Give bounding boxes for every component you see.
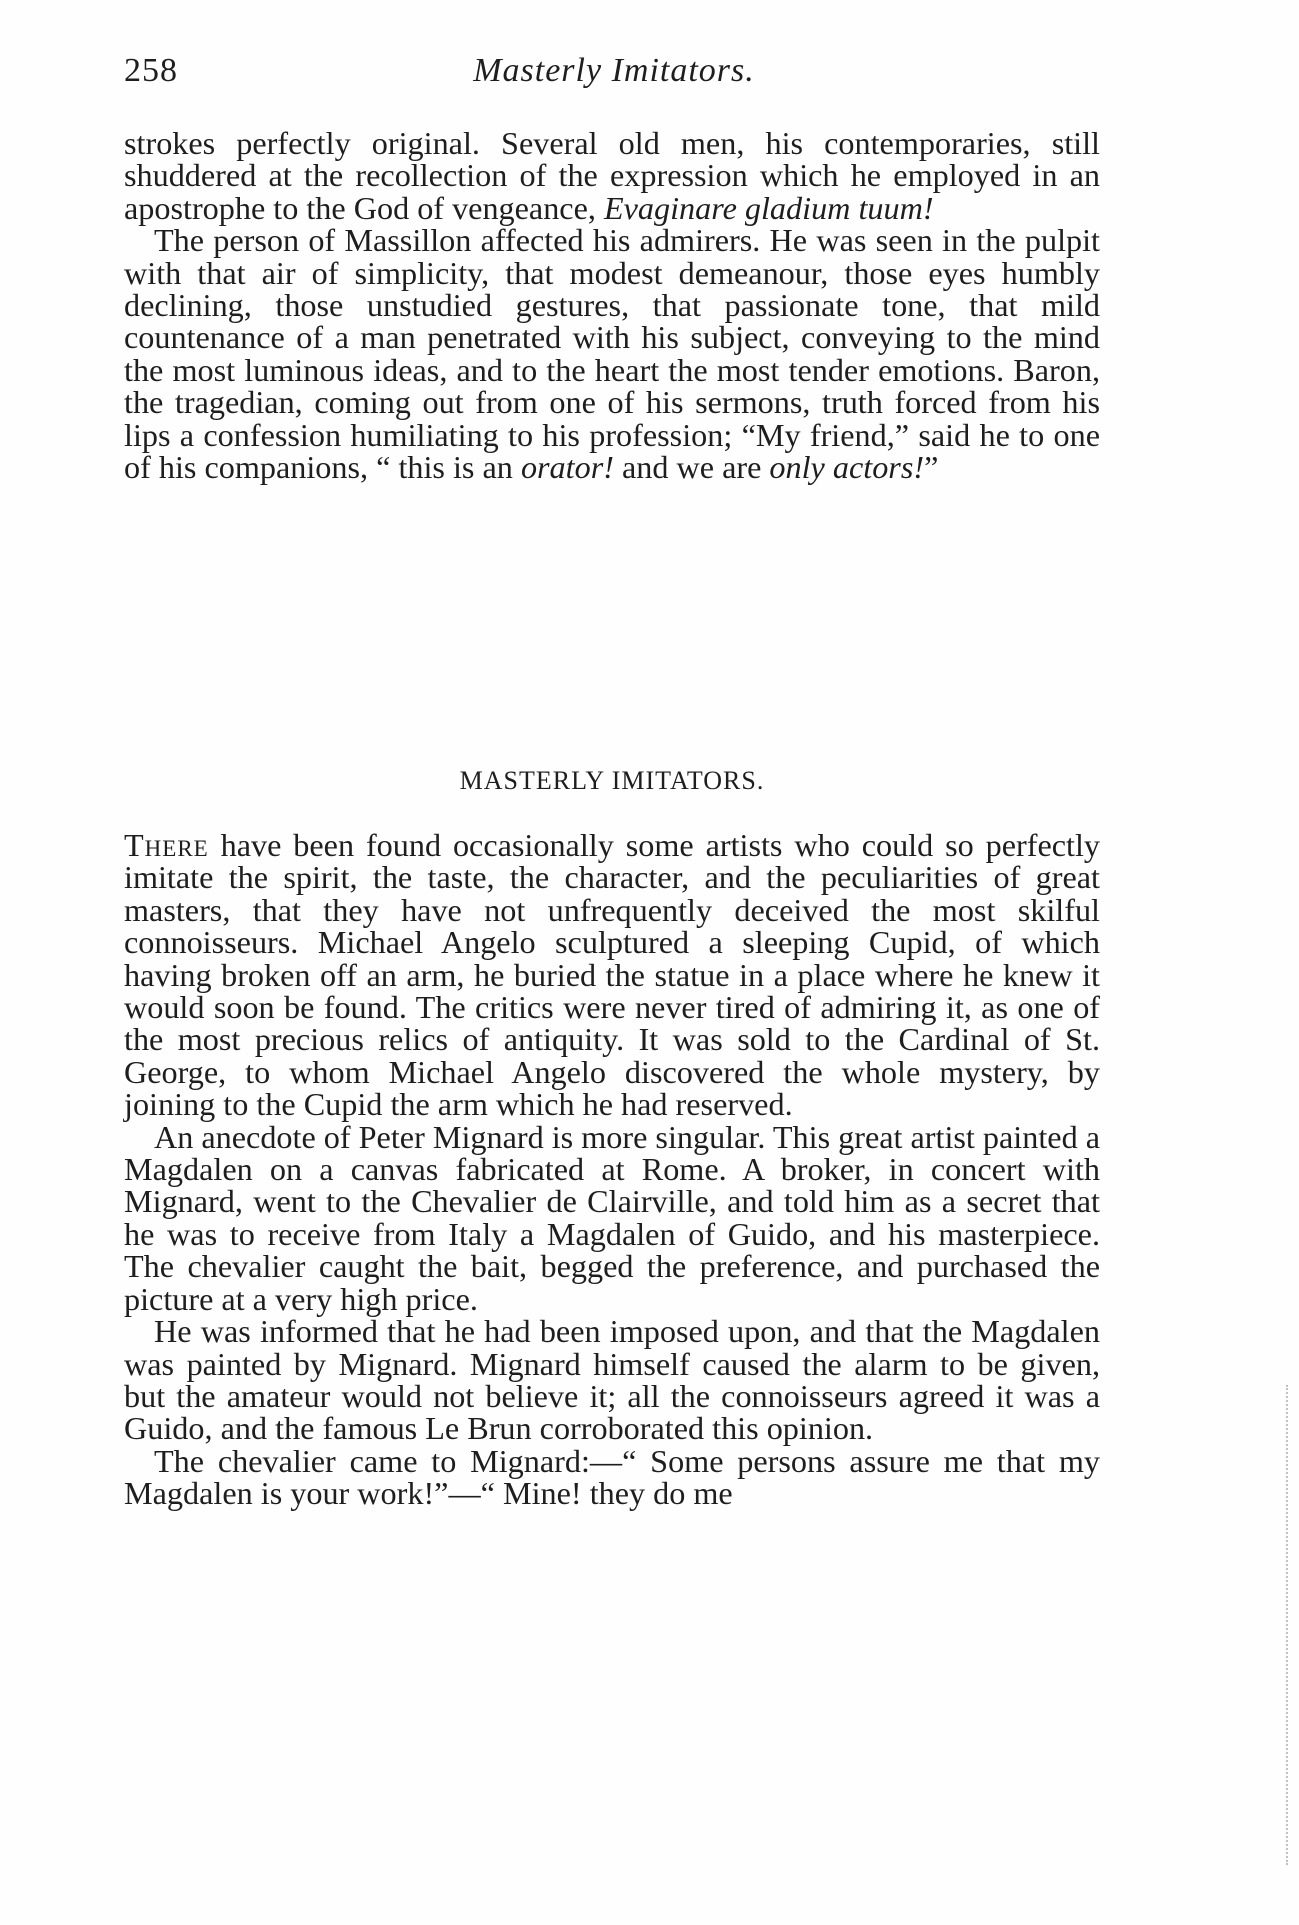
running-title: Masterly Imitators. [473, 52, 755, 89]
page-number: 258 [124, 52, 178, 89]
page-header [124, 52, 1104, 102]
latin-quote: Evaginare gladium tuum! [603, 189, 934, 226]
emphasis-actors: only actors! [769, 449, 925, 486]
drop-word: There [124, 827, 209, 863]
paragraph-massillon [124, 222, 1100, 486]
paragraph-chevalier: The chevalier came to Mignard:—“ Some persons assure me that my Magdalen is your work!”—“ Mine! they do me [124, 1442, 1100, 1512]
paragraph-imposed: He was informed that he had been imposed upon, and that the Magdalen was painted by Mignard. Mignard himself caused the alarm to be given, but the amateur would not believe it; all the connoisseurs agreed it was a Guido, and the famous Le Brun corroborated this opinion. [124, 1313, 1100, 1447]
margin-scan-marks [1286, 1385, 1294, 1865]
paragraph-mignard: An anecdote of Peter Mignard is more singular. This great artist painted a Magdalen on a canvas fabricated at Rome. A broker, in concert with Mignard, went to the Chevalier de Clairville, and told him as a secret that he was to receive from Italy a Magdalen of Guido, and his masterpiece. The chevalier caught the bait, begged the preference, and purchased the picture at a very high price. [124, 1118, 1100, 1317]
paragraph-text: strokes perfectly original. Several old men, his contemporaries, still shuddered at the recollection of the expression which he employed in an apostrophe to the God of vengeance, [124, 125, 1100, 226]
paragraph-text: have been found occasionally some artists who could so perfectly imitate the spirit, the taste, the character, and the peculiarities of great masters, that they have not unfrequently deceived the most skilful connoisseurs. Michael Angelo sculptured a sleeping Cupid, of which having broken off an arm, he buried the statue in a place where he knew it would soon be found. The critics were never tired of admiring it, as one of the most precious relics of antiquity. It was sold to the Cardinal of St. George, to whom Michael Angelo discovered the whole mystery, by joining to the Cupid the arm which he had reserved. [124, 827, 1100, 1123]
first-section [124, 125, 1100, 486]
emphasis-orator: orator! [520, 449, 614, 486]
paragraph-text: The person of Massillon affected his admirers. He was seen in the pulpit with that air of simplicity, that modest demeanour, those eyes humbly declining, those unstudied gestures, that passionate tone, that mild countenance of a man penetrated with his subject, conveying to the mind the most luminous ideas, and to the heart the most tender emotions. Baron, the tragedian, coming out from one of his sermons, truth forced from his lips a confession humiliating to his profession; “My friend,” said he to one of his companions, “ this is an [124, 222, 1100, 486]
second-section [124, 829, 1100, 1510]
paragraph-imitators-intro [124, 829, 1100, 1121]
paragraph-text: and we are [613, 449, 770, 486]
section-heading: MASTERLY IMITATORS. [459, 766, 765, 795]
closing-quote: ” [924, 449, 939, 486]
paragraph-continuation [124, 127, 1100, 224]
